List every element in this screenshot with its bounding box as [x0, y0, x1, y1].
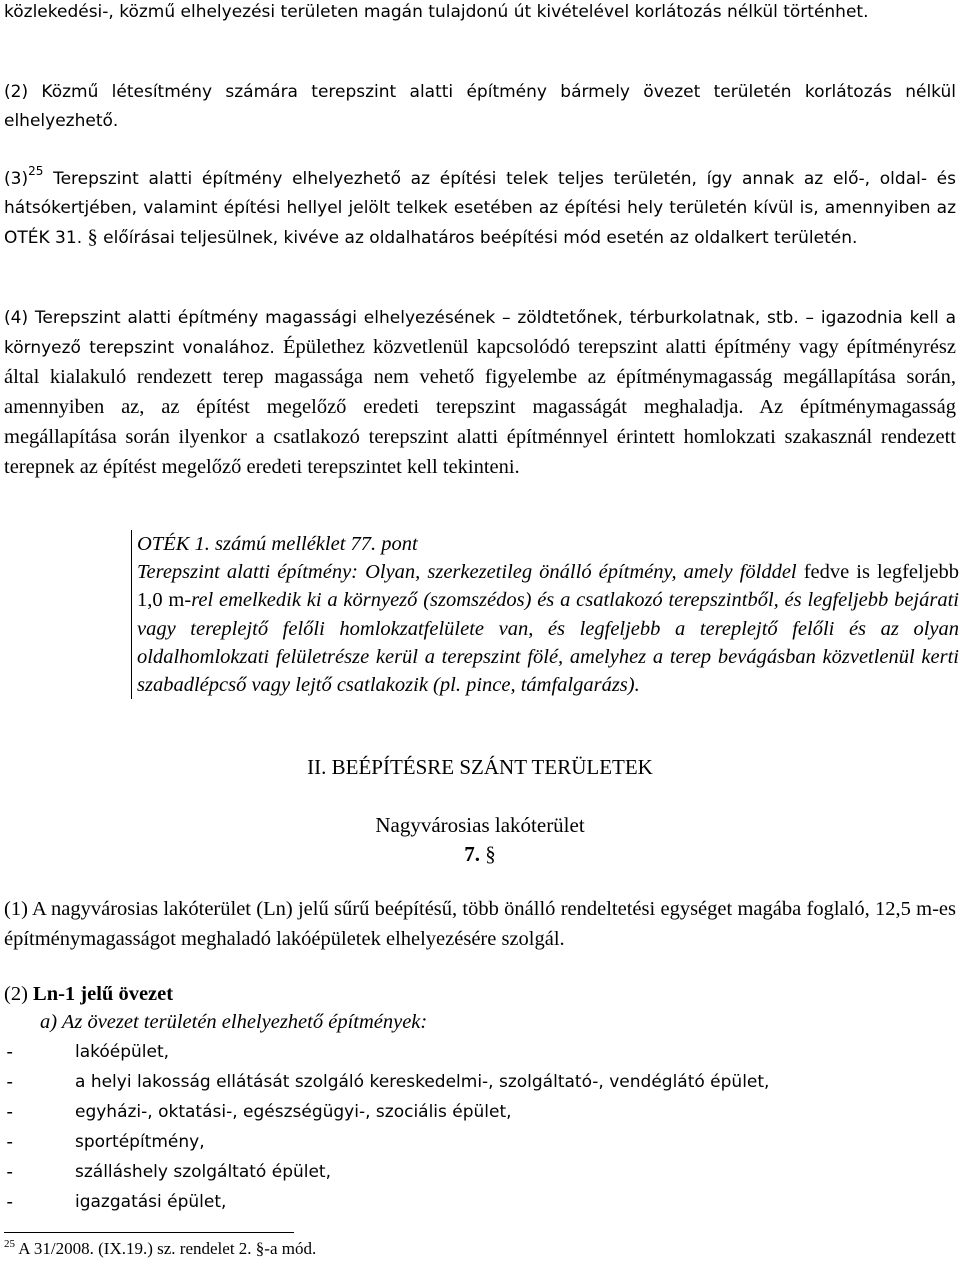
- list-item-text: egyházi-, oktatási-, egészségügyi-, szociális épület,: [75, 1102, 512, 1122]
- footnote-divider: [4, 1232, 294, 1233]
- quote-part-2: fedve is legfeljebb 1,0 m: [137, 561, 960, 612]
- ln-paragraph-2-number: (2): [4, 983, 34, 1005]
- paragraph-4-rest: Épülethez közvetlenül kapcsolódó terepszint alatti építmény vagy építményrész által kialakuló rendezett terep magassága nem vehető figyelembe az építménymagasság megállapítása során, amennyiben az, az építést megelőző eredeti terepszint magasságát meghaladja. Az építménymagasság megállapítása során ilyenkor a csatlakozó terepszint alatti építménnyel érintett homlokzati szakasznál rendezett terepnek az építést megelőző eredeti terepszintet kell tekinteni.: [4, 336, 956, 478]
- list-item-text: igazgatási épület,: [75, 1192, 227, 1212]
- list-item: [4, 1127, 956, 1157]
- section-heading: Nagyvárosias lakóterület: [375, 813, 585, 837]
- dash-bullet: -: [4, 1161, 16, 1183]
- paragraph-2: (2) Közmű létesítmény számára terepszint alatti építmény bármely övezet területén korlátozás nélkül elhelyezhető.: [4, 82, 956, 131]
- zone-name: Ln-1 jelű övezet: [33, 983, 174, 1005]
- quote-body: [137, 558, 959, 699]
- paragraph-4-first: (4) Terepszint alatti építmény magassági elhelyezésének – zöldtetőnek, térburkolatnak, stb. – igazodnia kell a környező terepszint vonalához.: [4, 308, 956, 358]
- footnote-ref: 25: [28, 164, 44, 178]
- dash-bullet: -: [4, 1071, 16, 1093]
- list-item: [4, 1187, 956, 1217]
- chapter-heading: II. BEÉPÍTÉSRE SZÁNT TERÜLETEK: [307, 755, 653, 779]
- section-number-value: 7.: [464, 842, 480, 866]
- dash-bullet: -: [4, 1191, 16, 1213]
- list-item-text: szálláshely szolgáltató épület,: [75, 1162, 332, 1182]
- allowed-buildings-label: a) Az övezet területén elhelyezhető építmények:: [40, 1011, 428, 1033]
- list-item: [4, 1037, 956, 1067]
- otek-quote: [131, 530, 959, 699]
- footnote: [4, 1238, 316, 1259]
- section-sign: §: [87, 226, 98, 248]
- quote-part-1: Terepszint alatti építmény: Olyan, szerkezetileg önálló építmény, amely földdel: [137, 561, 797, 584]
- paragraph-3-number: (3): [4, 169, 29, 189]
- paragraph-4: [4, 304, 956, 483]
- list-item: [4, 1067, 956, 1097]
- paragraph-continuation: közlekedési-, közmű elhelyezési területen magán tulajdonú út kivételével korlátozás nélkül történhet.: [4, 2, 869, 22]
- paragraph-3: [4, 165, 956, 253]
- dash-bullet: -: [4, 1131, 16, 1153]
- quote-part-3: -rel emelkedik ki a környező (szomszédos) és a csatlakozó terepszintből, és legfeljebb bejárati vagy tereplejtő felőli homlokzatfelülete van, és legfeljebb a tereplejtő felőli és az olyan oldalhomlokzati felületrésze kerül a terepszint fölé, amelyhez a terep bevágásban közvetlenül kerti szabadlépcső vagy lejtő csatlakozik (pl. pince, támfalgarázs).: [137, 589, 959, 697]
- quote-title: OTÉK 1. számú melléklet 77. pont: [137, 533, 418, 555]
- footnote-number: 25: [4, 1238, 15, 1250]
- dash-bullet: -: [4, 1041, 16, 1063]
- list-item-text: lakóépület,: [75, 1042, 170, 1062]
- paragraph-3-tail: előírásai teljesülnek, kivéve az oldalhatáros beépítési mód esetén az oldalkert területén.: [97, 228, 858, 248]
- dash-bullet: -: [4, 1101, 16, 1123]
- ln-paragraph-2: [4, 980, 956, 1009]
- footnote-text: A 31/2008. (IX.19.) sz. rendelet 2. §-a mód.: [15, 1239, 317, 1258]
- ln-paragraph-1: (1) A nagyvárosias lakóterület (Ln) jelű sűrű beépítésű, több önálló rendeltetési egységet magába foglaló, 12,5 m-es építménymagasságot meghaladó lakóépületek elhelyezésére szolgál.: [4, 898, 956, 950]
- list-item: [4, 1097, 956, 1127]
- list-item-text: sportépítmény,: [75, 1132, 205, 1152]
- section-sign-heading: §: [485, 842, 496, 866]
- section-number: [4, 842, 956, 867]
- paragraph-3-text: Terepszint alatti építmény elhelyezhető az építési telek teljes területén, így annak az elő-, oldal- és hátsókertjében, valamint építési hellyel jelölt telkek esetében az építési hely területén kívül is, amennyiben az OTÉK 31.: [4, 169, 956, 248]
- list-item-text: a helyi lakosság ellátását szolgáló kereskedelmi-, szolgáltató-, vendéglátó épület,: [75, 1072, 770, 1092]
- allowed-buildings-list: [4, 1037, 956, 1217]
- list-item: [4, 1157, 956, 1187]
